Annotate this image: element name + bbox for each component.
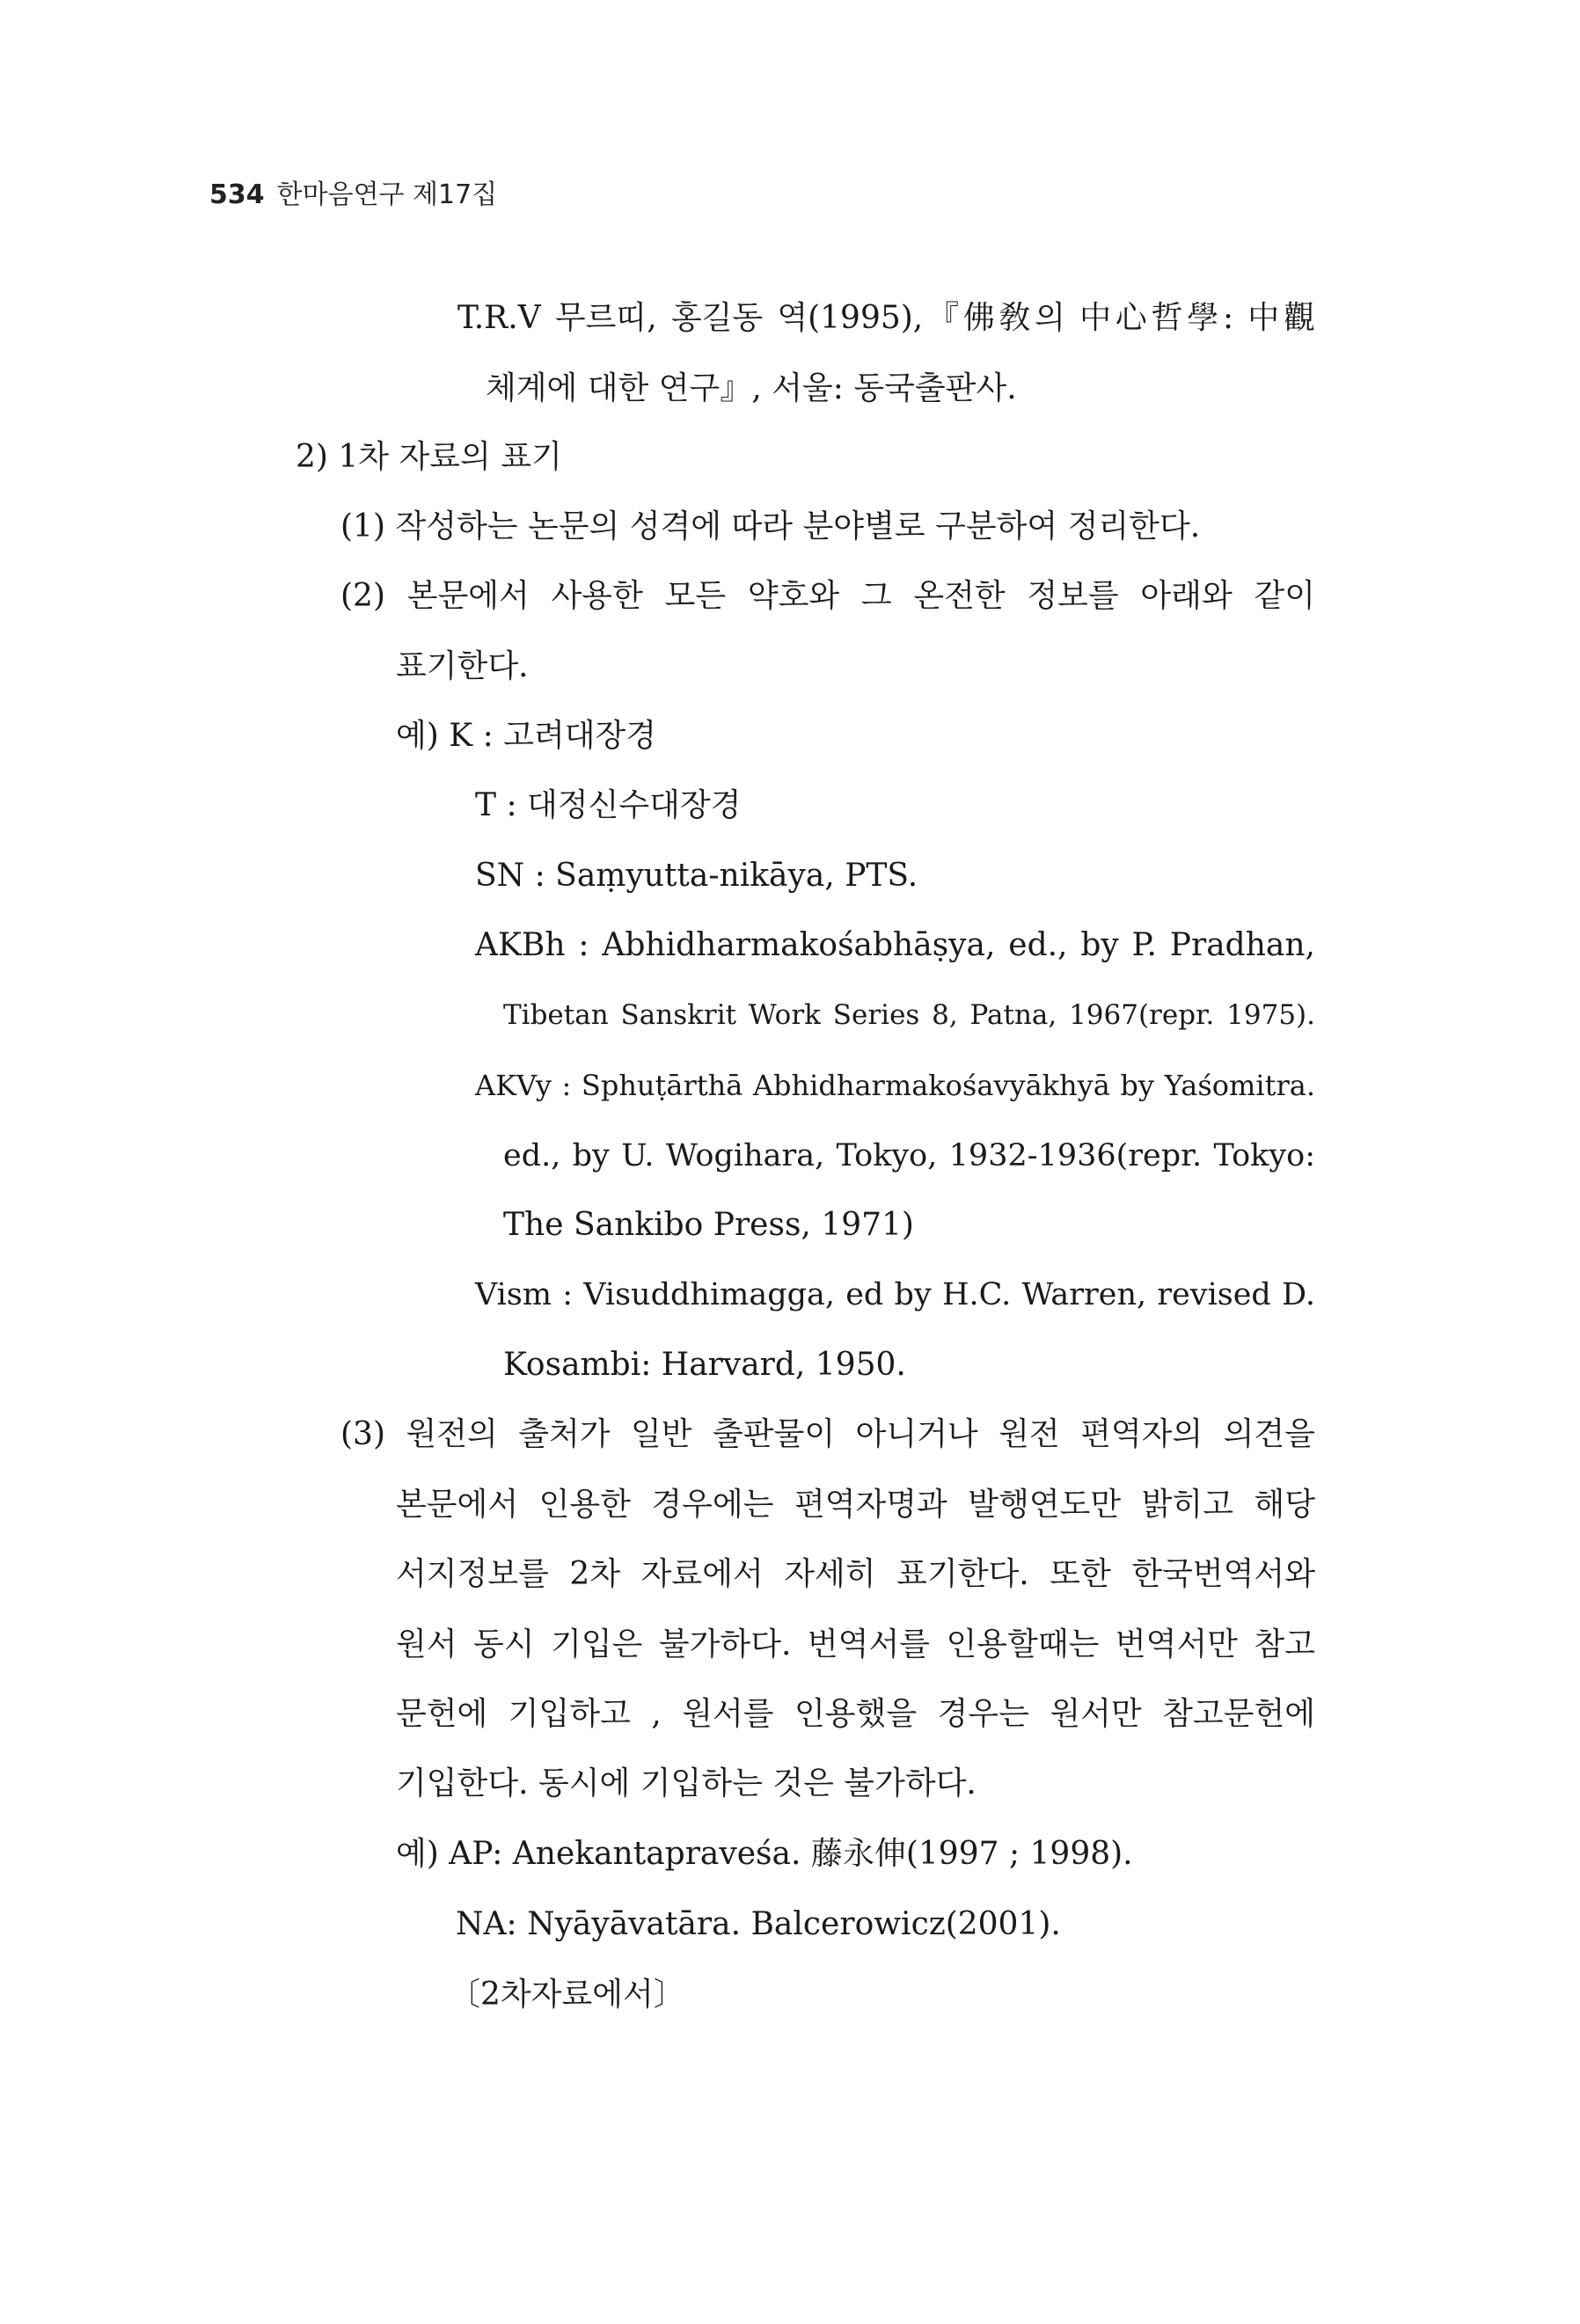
reference-line-2: 체계에 대한 연구』, 서울: 동국출판사. xyxy=(486,370,1017,406)
page-number: 534 xyxy=(209,179,265,210)
example-ap: 예) AP: Anekantapraveśa. 藤永伸(1997 ; 1998). xyxy=(396,1836,1133,1872)
rule-3-line-1: (3) 원전의 출처가 일반 출판물이 아니거나 원전 편역자의 의견을 xyxy=(340,1416,1315,1452)
example-akbh-line-2: Tibetan Sanskrit Work Series 8, Patna, 1967(repr. 1975). xyxy=(503,999,1315,1031)
running-header xyxy=(209,172,497,211)
rule-3-line-2: 본문에서 인용한 경우에는 편역자명과 발행연도만 밝히고 해당 xyxy=(396,1487,1315,1523)
example-sn: SN : Saṃyutta-nikāya, PTS. xyxy=(475,858,918,894)
journal-title: 한마음연구 제17집 xyxy=(276,179,498,210)
example-akvy-line-2: ed., by U. Wogihara, Tokyo, 1932-1936(repr. Tokyo: xyxy=(503,1138,1315,1173)
reference-line-1: T.R.V 무르띠, 홍길동 역(1995),『佛敎의 中心哲學: 中觀 xyxy=(457,300,1315,336)
rule-3-line-6: 기입한다. 동시에 기입하는 것은 불가하다. xyxy=(396,1765,977,1801)
example-na: NA: Nyāyāvatāra. Balcerowicz(2001). xyxy=(456,1906,1061,1942)
example-akbh-line-1: AKBh : Abhidharmakośabhāṣya, ed., by P. Pradhan, xyxy=(475,927,1315,963)
example-akvy-line-3: The Sankibo Press, 1971) xyxy=(503,1207,914,1243)
rule-2-line-2: 표기한다. xyxy=(396,648,529,684)
example-k: 예) K : 고려대장경 xyxy=(396,718,657,754)
example-vism-line-2: Kosambi: Harvard, 1950. xyxy=(503,1347,906,1383)
rule-3-line-3: 서지정보를 2차 자료에서 자세히 표기한다. 또한 한국번역서와 xyxy=(396,1556,1315,1592)
example-t: T : 대정신수대장경 xyxy=(475,787,742,823)
section-heading: 2) 1차 자료의 표기 xyxy=(296,439,562,475)
rule-3-line-5: 문헌에 기입하고 , 원서를 인용했을 경우는 원서만 참고문헌에 xyxy=(396,1696,1315,1732)
secondary-source-note: 〔2차자료에서〕 xyxy=(449,1977,685,2013)
example-vism-line-1: Vism : Visuddhimagga, ed by H.C. Warren, revised D. xyxy=(475,1277,1315,1312)
rule-2-line-1: (2) 본문에서 사용한 모든 약호와 그 온전한 정보를 아래와 같이 xyxy=(340,578,1315,614)
rule-1: (1) 작성하는 논문의 성격에 따라 분야별로 구분하여 정리한다. xyxy=(340,508,1201,544)
example-akvy-line-1: AKVy : Sphuṭārthā Abhidharmakośavyākhyā by Yaśomitra. xyxy=(475,1069,1315,1102)
rule-3-line-4: 원서 동시 기입은 불가하다. 번역서를 인용할때는 번역서만 참고 xyxy=(396,1626,1315,1663)
